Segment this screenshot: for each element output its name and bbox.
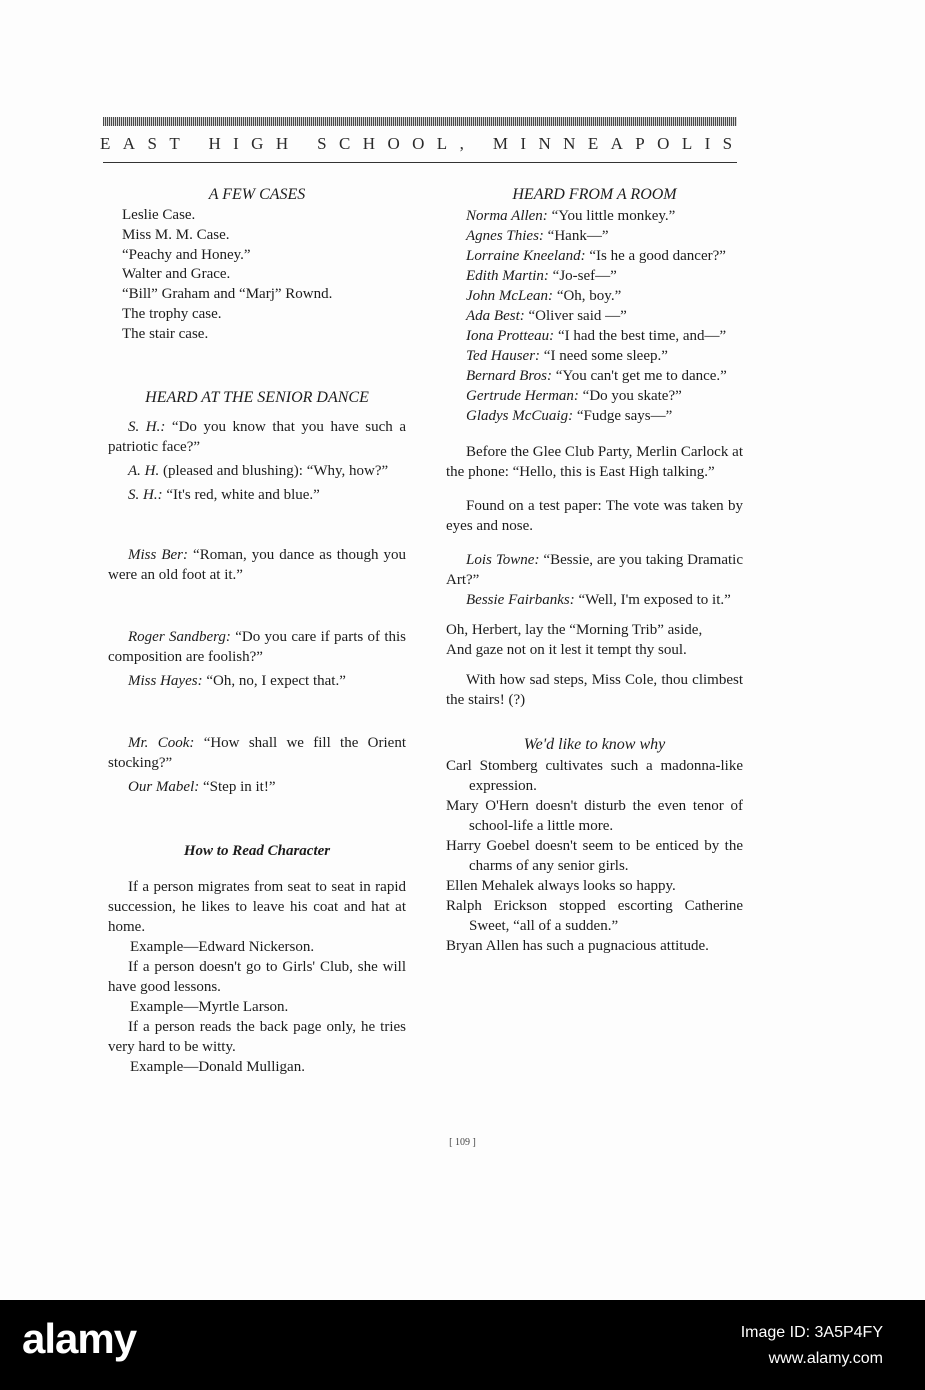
speaker-name: Lois Towne: [466,552,540,568]
dialogue-text: “Oh, no, I expect that.” [202,672,346,689]
speaker-name: Our Mabel: [128,778,200,795]
dialogue-line [446,326,743,346]
speaker-name: Miss Ber: [128,546,189,563]
image-id: Image ID: 3A5P4FY [740,1324,883,1341]
list-item: Mary O'Hern doesn't disturb the even tenor of school-life a little more. [446,798,743,834]
dialogue-text: “It's red, white and blue.” [162,486,320,503]
poem-line: And gaze not on it lest it tempt thy soul. [446,642,687,658]
speaker-name: A. H. [128,462,160,479]
section-heading-room: HEARD FROM A ROOM [512,186,677,203]
paragraph: If a person migrates from seat to seat in rapid succession, he likes to leave his coat and hat at home. [108,878,406,935]
dialogue-text: “How shall we fill the Orient stocking?” [108,734,406,771]
speaker-name: S. H.: [128,486,163,503]
image-credit [741,1320,883,1372]
example-line: Example—Edward Nickerson. [130,938,315,955]
paragraph: If a person doesn't go to Girls' Club, she will have good lessons. [108,958,406,995]
speaker-name: Miss Hayes: [128,672,203,689]
speaker-name: S. H.: [128,418,166,435]
dialogue-text: “Oliver said —” [524,308,627,324]
dialogue-text: “Roman, you dance as though you were an old foot at it.” [108,546,406,583]
dialogue-text: “Step in it!” [199,778,276,795]
list-item: “Peachy and Honey.” [122,246,251,263]
speaker-name: Norma Allen: [466,208,548,224]
dialogue-line [108,545,406,585]
know-why-list [446,756,743,956]
dialogue-text: “You can't get me to dance.” [551,368,727,384]
dialogue-line [446,386,743,406]
poem [446,620,743,660]
list-item: Carl Stomberg cultivates such a madonna-like expression. [446,758,743,794]
dialogue-line [446,306,743,326]
section-heading-know-why: We'd like to know why [523,736,666,753]
speaker-name: Gladys McCuaig: [466,408,574,424]
few-cases-list [108,206,406,345]
dialogue-line [446,246,743,266]
list-item: The stair case. [122,325,209,342]
speaker-name: Bernard Bros: [466,368,552,384]
header-ornament [103,117,737,126]
speaker-name: Mr. Cook: [128,734,195,751]
right-column [446,184,743,956]
header-rule [103,162,737,163]
dialogue-text: “Do you skate?” [578,388,682,404]
list-item: Walter and Grace. [122,266,231,283]
dialogue-line [108,733,406,773]
speaker-name: Gertrude Herman: [466,388,579,404]
speaker-name: Lorraine Kneeland: [466,248,586,264]
list-item: Harry Goebel doesn't seem to be enticed by the charms of any senior girls. [446,838,743,874]
section-heading-few-cases: A FEW CASES [208,186,306,203]
dialogue-text: “Fudge says—” [573,408,673,424]
dialogue-line [446,206,743,226]
dialogue-line [446,346,743,366]
list-item: Miss M. M. Case. [122,226,230,243]
list-item: Ralph Erickson stopped escorting Catherine Sweet, “all of a sudden.” [446,898,743,934]
list-item: Leslie Case. [122,207,196,223]
dialogue-line [108,461,406,481]
dialogue-text: “You little monkey.” [547,208,676,224]
speaker-name: Iona Protteau: [466,328,555,344]
paragraph: With how sad steps, Miss Cole, thou climbest the stairs! (?) [446,672,743,708]
speaker-name: Edith Martin: [466,268,549,284]
dialogue-line [446,286,743,306]
dialogue-line [446,226,743,246]
dialogue-text: “Well, I'm exposed to it.” [574,592,731,608]
dialogue-line [108,417,406,457]
section-heading-senior-dance: HEARD AT THE SENIOR DANCE [145,388,369,406]
list-item: The trophy case. [122,305,222,322]
dialogue-text: “Is he a good dancer?” [585,248,726,264]
dialogue-line [446,590,743,610]
dialogue-line [446,266,743,286]
speaker-name: Agnes Thies: [466,228,544,244]
speaker-name: Roger Sandberg: [128,628,231,645]
example-line: Example—Donald Mulligan. [130,1058,305,1075]
speaker-name: John McLean: [466,288,554,304]
dialogue-text: “Hank—” [543,228,609,244]
poem-line: Oh, Herbert, lay the “Morning Trib” aside, [446,622,703,638]
speaker-name: Bessie Fairbanks: [466,592,575,608]
brand-logo: alamy [22,1315,137,1362]
dialogue-line [108,777,406,797]
dialogue-text: “Oh, boy.” [553,288,622,304]
speaker-name: Ted Hauser: [466,348,541,364]
dialogue-text: “I had the best time, and—” [554,328,727,344]
page-number: [ 109 ] [449,1137,476,1148]
paragraph: Found on a test paper: The vote was taken by eyes and nose. [446,498,743,534]
running-header: EAST HIGH SCHOOL, MINNEAPOLIS [100,134,745,153]
dialogue-text: “Jo-sef—” [548,268,617,284]
dialogue-line [446,406,743,426]
speaker-name: Ada Best: [466,308,525,324]
dialogue-line [108,627,406,667]
site-url: www.alamy.com [768,1350,883,1367]
dialogue-line [108,485,406,505]
paragraph: Before the Glee Club Party, Merlin Carlock at the phone: “Hello, this is East High talking.” [446,444,743,480]
dialogue-line [446,366,743,386]
example-line: Example—Myrtle Larson. [130,998,289,1015]
list-item: Ellen Mehalek always looks so happy. [446,878,676,894]
dialogue-text: “Do you know that you have such a patriotic face?” [108,418,406,455]
dialogue-line [108,671,406,691]
list-item: “Bill” Graham and “Marj” Rownd. [122,286,333,303]
list-item: Bryan Allen has such a pugnacious attitude. [446,938,709,954]
dialogue-line [446,550,743,590]
dialogue-text: (pleased and blushing): “Why, how?” [159,462,389,479]
dialogue-text: “Bessie, are you taking Dramatic Art?” [446,552,743,588]
left-column [108,184,406,1077]
section-heading-character: How to Read Character [183,842,331,859]
paragraph: If a person reads the back page only, he tries very hard to be witty. [108,1018,406,1055]
dialogue-text: “Do you care if parts of this composition are foolish?” [108,628,406,665]
dialogue-text: “I need some sleep.” [540,348,668,364]
